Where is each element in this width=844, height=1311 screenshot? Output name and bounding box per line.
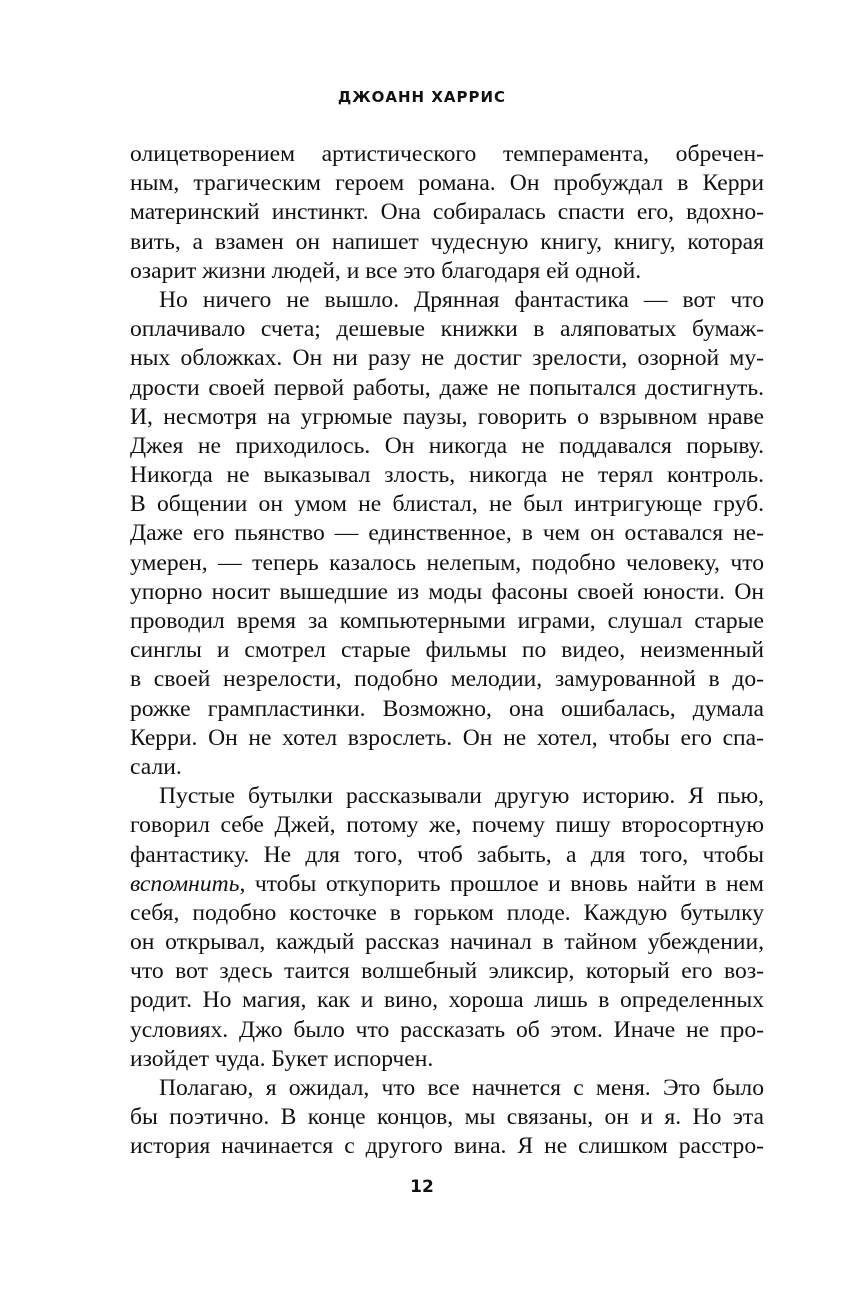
text-line: умерен, — теперь казалось нелепым, подобно человеку, что	[130, 549, 764, 576]
text-line: материнский инстинкт. Она собиралась спасти его, вдохно-	[130, 199, 764, 226]
text-line: вить, а взамен он напишет чудесную книгу, книгу, которая	[130, 228, 764, 255]
paragraph-4	[130, 1074, 764, 1162]
body-text	[130, 140, 764, 1162]
text-line: говорил себе Джей, потому же, почему пишу второсортную	[130, 812, 764, 839]
text-line: изойдет чуда. Букет испорчен.	[130, 1045, 434, 1072]
text-line: ным, трагическим героем романа. Он пробуждал в Керри	[130, 170, 764, 197]
text-line: Но ничего не вышло. Дрянная фантастика — вот что	[159, 286, 764, 313]
text-line-with-emphasis	[130, 870, 764, 899]
text-line: Даже его пьянство — единственное, в чем он оставался не-	[130, 520, 764, 547]
text-line: проводил время за компьютерными играми, слушал старые	[130, 608, 764, 634]
page-number: 12	[410, 1177, 434, 1197]
text-line: В общении он умом не блистал, не был интригующе груб.	[130, 491, 764, 518]
text-line: он открывал, каждый рассказ начинал в тайном убеждении,	[130, 929, 764, 956]
text-line: сали.	[130, 753, 182, 780]
text-line: И, несмотря на угрюмые паузы, говорить о взрывном нраве	[130, 403, 764, 430]
paragraph-3	[130, 782, 764, 1074]
text-line: бы поэтично. В конце концов, мы связаны, он и я. Но эта	[130, 1104, 764, 1131]
text-line: Джея не приходилось. Он никогда не поддавался порыву.	[130, 432, 764, 459]
text-line: озарит жизни людей, и все это благодаря ей одной.	[130, 257, 642, 284]
text-line: в своей незрелости, подобно мелодии, замурованной в до-	[130, 666, 764, 693]
text-line: олицетворением артистического темперамента, обречен-	[130, 141, 764, 167]
text-line: условиях. Джо было что рассказать об этом. Иначе не про-	[130, 1016, 764, 1043]
text-line: Никогда не выказывал злость, никогда не терял контроль.	[130, 462, 764, 489]
text-line: Полагаю, я ожидал, что все начнется с меня. Это было	[159, 1075, 764, 1101]
text-line: родит. Но магия, как и вино, хороша лишь в определенных	[130, 987, 764, 1014]
text-line: себя, подобно косточке в горьком плоде. Каждую бутылку	[130, 899, 764, 926]
text-line: фантастику. Не для того, чтоб забыть, а для того, чтобы	[130, 841, 764, 868]
running-head: ДЖОАНН ХАРРИС	[337, 88, 507, 106]
text-line: рожке грампластинки. Возможно, она ошибалась, думала	[130, 695, 764, 722]
emphasized-word: вспомнить	[130, 870, 240, 897]
text-line: оплачивало счета; дешевые книжки в аляповатых бумаж-	[130, 316, 764, 343]
paragraph-2	[130, 286, 764, 782]
text-line: Пустые бутылки рассказывали другую историю. Я пью,	[159, 783, 764, 810]
text-line: дрости своей первой работы, даже не попытался достигнуть.	[130, 374, 764, 401]
paragraph-1	[130, 140, 764, 286]
text-line: история начинается с другого вина. Я не слишком расстро-	[130, 1133, 764, 1160]
text-line: синглы и смотрел старые фильмы по видео, неизменный	[130, 637, 764, 664]
text-line: Керри. Он не хотел взрослеть. Он не хотел, чтобы его спа-	[130, 724, 764, 751]
text-line: ных обложках. Он ни разу не достиг зрелости, озорной му-	[130, 345, 764, 372]
text-line: упорно носит вышедшие из моды фасоны своей юности. Он	[130, 578, 764, 605]
text-line-rest: , чтобы откупорить прошлое и вновь найти в нем	[239, 870, 764, 897]
text-line: что вот здесь таится волшебный эликсир, который его воз-	[130, 958, 764, 985]
